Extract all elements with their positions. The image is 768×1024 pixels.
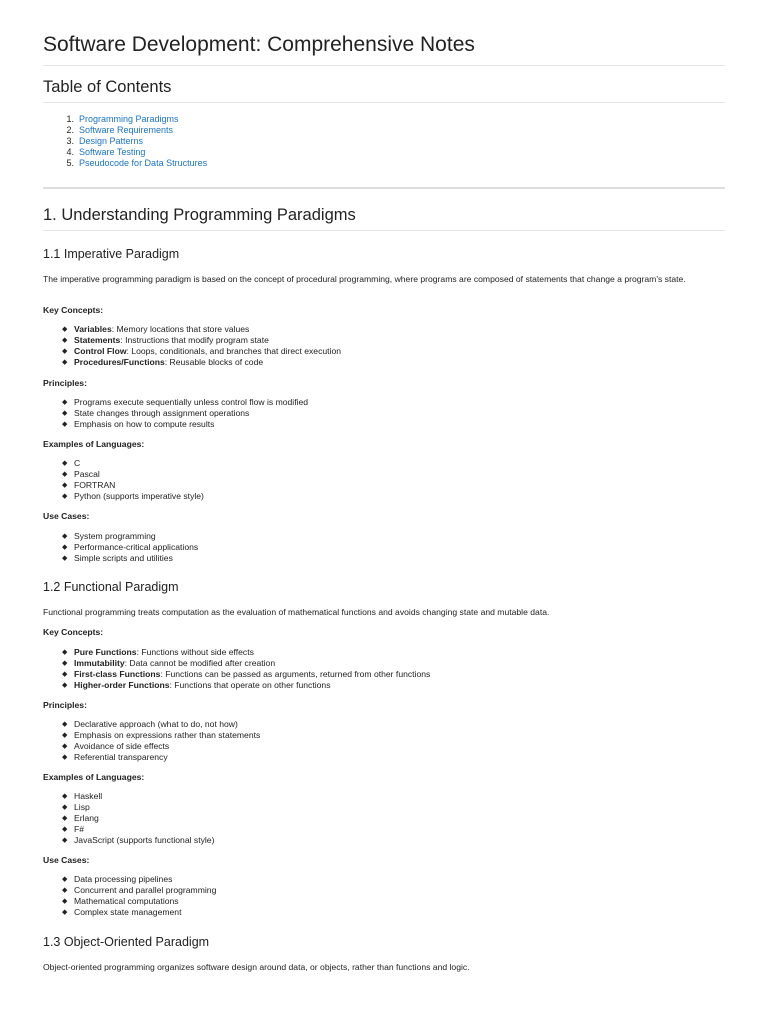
- list-item: ◆ F#: [62, 824, 85, 834]
- label-examples: Examples of Languages:: [43, 772, 145, 782]
- toc-link-software-requirements[interactable]: Software Requirements: [79, 125, 174, 135]
- bullet-icon: ◆: [62, 471, 68, 478]
- label-key-concepts: Key Concepts:: [43, 305, 104, 315]
- toc-link-pseudocode[interactable]: Pseudocode for Data Structures: [79, 158, 208, 168]
- label-principles: Principles:: [43, 378, 87, 388]
- list-item: ◆ Emphasis on how to compute results: [62, 419, 215, 429]
- table-of-contents: [43, 114, 207, 169]
- bullet-list: [43, 647, 430, 691]
- list-item: ◆ Procedures/Functions: Reusable blocks of code: [62, 357, 264, 367]
- bullet-icon: ◆: [62, 533, 68, 540]
- list-item: ◆ Pascal: [62, 469, 100, 479]
- list-item: ◆ Statements: Instructions that modify program state: [62, 335, 269, 345]
- list-item: ◆ System programming: [62, 531, 156, 541]
- list-item: ◆ Declarative approach (what to do, not how): [62, 719, 238, 729]
- page-title: Software Development: Comprehensive Notes: [43, 33, 475, 56]
- subsection-heading: 1.1 Imperative Paradigm: [43, 247, 180, 261]
- bullet-list: [43, 458, 204, 502]
- list-item: ◆ Complex state management: [62, 907, 182, 917]
- bullet-icon: ◆: [62, 876, 68, 883]
- list-item: ◆ Programs execute sequentially unless control flow is modified: [62, 397, 309, 407]
- label-key-concepts: Key Concepts:: [43, 627, 104, 637]
- bullet-icon: ◆: [62, 837, 68, 844]
- list-item: ◆ Performance-critical applications: [62, 542, 199, 552]
- list-item: ◆ Referential transparency: [62, 752, 168, 762]
- list-item: ◆ Variables: Memory locations that store values: [62, 324, 250, 334]
- toc-item: 2. Software Requirements: [66, 125, 174, 135]
- bullet-icon: ◆: [62, 348, 68, 355]
- label-principles: Principles:: [43, 700, 87, 710]
- bullet-icon: ◆: [62, 660, 68, 667]
- bullet-icon: ◆: [62, 544, 68, 551]
- bullet-icon: ◆: [62, 909, 68, 916]
- list-item: ◆ First-class Functions: Functions can be passed as arguments, returned from other functions: [62, 669, 431, 679]
- bullet-list: [43, 791, 214, 846]
- bullet-icon: ◆: [62, 682, 68, 689]
- list-item: ◆ Control Flow: Loops, conditionals, and branches that direct execution: [62, 346, 342, 356]
- bullet-icon: ◆: [62, 793, 68, 800]
- bullet-icon: ◆: [62, 326, 68, 333]
- toc-heading: Table of Contents: [43, 78, 172, 96]
- list-item: ◆ Lisp: [62, 802, 90, 812]
- toc-link-programming-paradigms[interactable]: Programming Paradigms: [79, 114, 179, 124]
- bullet-icon: ◆: [62, 493, 68, 500]
- list-item: ◆ Data processing pipelines: [62, 874, 173, 884]
- bullet-icon: ◆: [62, 754, 68, 761]
- toc-link-software-testing[interactable]: Software Testing: [79, 147, 146, 157]
- bullet-icon: ◆: [62, 555, 68, 562]
- divider: [43, 65, 725, 66]
- toc-link-design-patterns[interactable]: Design Patterns: [79, 136, 144, 146]
- bullet-list: [43, 874, 216, 918]
- bullet-icon: ◆: [62, 887, 68, 894]
- section-heading: 1. Understanding Programming Paradigms: [43, 206, 356, 224]
- label-examples: Examples of Languages:: [43, 439, 145, 449]
- list-item: ◆ Pure Functions: Functions without side effects: [62, 647, 254, 657]
- list-item: ◆ Simple scripts and utilities: [62, 553, 173, 563]
- bullet-icon: ◆: [62, 898, 68, 905]
- list-item: ◆ Mathematical computations: [62, 896, 179, 906]
- bullet-icon: ◆: [62, 359, 68, 366]
- bullet-icon: ◆: [62, 482, 68, 489]
- bullet-icon: ◆: [62, 721, 68, 728]
- bullet-icon: ◆: [62, 337, 68, 344]
- paragraph: Object-oriented programming organizes software design around data, or objects, rather than functions and logic.: [43, 962, 470, 972]
- list-item: ◆ C: [62, 458, 81, 468]
- subsection-heading: 1.3 Object-Oriented Paradigm: [43, 935, 210, 949]
- bullet-icon: ◆: [62, 826, 68, 833]
- list-item: ◆ Concurrent and parallel programming: [62, 885, 217, 895]
- toc-item: 5. Pseudocode for Data Structures: [66, 158, 208, 168]
- bullet-icon: ◆: [62, 410, 68, 417]
- label-use-cases: Use Cases:: [43, 855, 90, 865]
- list-item: ◆ Immutability: Data cannot be modified after creation: [62, 658, 276, 668]
- bullet-icon: ◆: [62, 804, 68, 811]
- list-item: ◆ FORTRAN: [62, 480, 116, 490]
- list-item: ◆ Higher-order Functions: Functions that operate on other functions: [62, 680, 331, 690]
- paragraph: Functional programming treats computation as the evaluation of mathematical functions and avoids changing state and mutable data.: [43, 607, 550, 617]
- bullet-icon: ◆: [62, 460, 68, 467]
- list-item: ◆ Haskell: [62, 791, 103, 801]
- list-item: ◆ State changes through assignment operations: [62, 408, 250, 418]
- bullet-icon: ◆: [62, 732, 68, 739]
- section-divider: [43, 187, 725, 189]
- bullet-list: [43, 397, 308, 430]
- bullet-list: [43, 719, 260, 763]
- list-item: ◆ Erlang: [62, 813, 99, 823]
- list-item: ◆ Python (supports imperative style): [62, 491, 204, 501]
- paragraph: The imperative programming paradigm is based on the concept of procedural programming, where programs are composed of statements that change a program's state.: [43, 274, 686, 284]
- divider: [43, 230, 725, 231]
- toc-item: 4. Software Testing: [66, 147, 146, 157]
- bullet-list: [43, 531, 198, 564]
- subsection-heading: 1.2 Functional Paradigm: [43, 580, 179, 594]
- label-use-cases: Use Cases:: [43, 511, 90, 521]
- divider: [43, 102, 725, 103]
- bullet-icon: ◆: [62, 649, 68, 656]
- bullet-icon: ◆: [62, 743, 68, 750]
- list-item: ◆ Avoidance of side effects: [62, 741, 170, 751]
- toc-item: 3. Design Patterns: [66, 136, 144, 146]
- bullet-icon: ◆: [62, 815, 68, 822]
- list-item: ◆ JavaScript (supports functional style): [62, 835, 215, 845]
- bullet-list: [43, 324, 341, 368]
- bullet-icon: ◆: [62, 399, 68, 406]
- bullet-icon: ◆: [62, 671, 68, 678]
- list-item: ◆ Emphasis on expressions rather than statements: [62, 730, 261, 740]
- bullet-icon: ◆: [62, 421, 68, 428]
- toc-item: 1. Programming Paradigms: [66, 114, 179, 124]
